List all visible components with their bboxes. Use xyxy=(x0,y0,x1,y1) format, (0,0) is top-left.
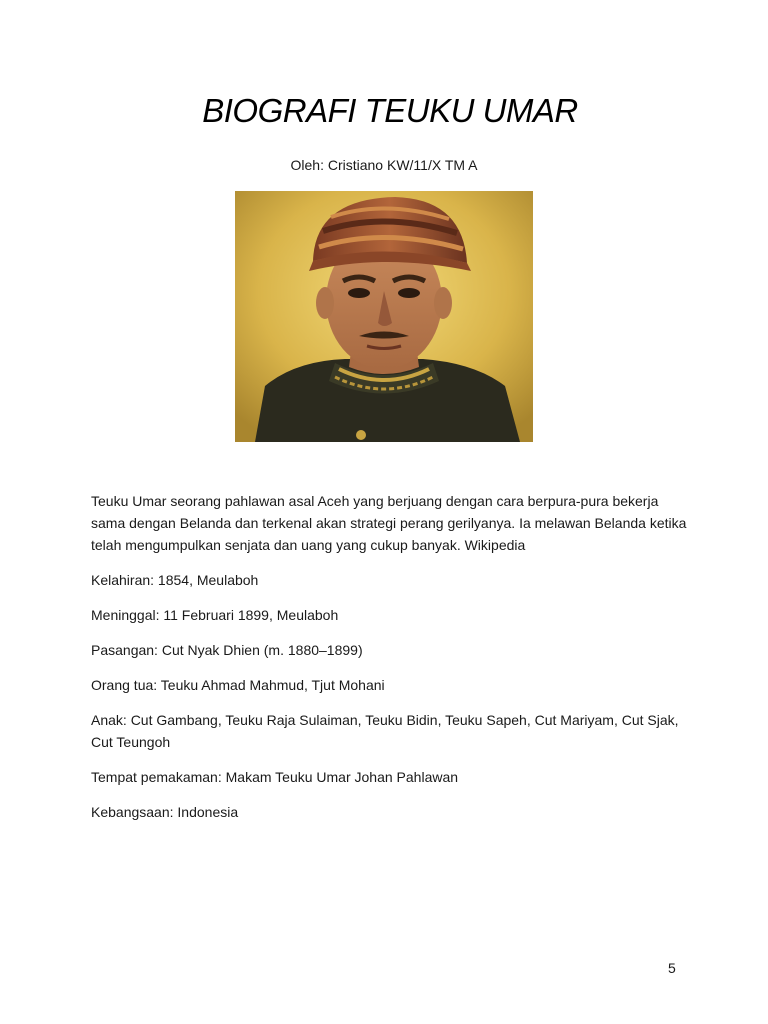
burial-info: Tempat pemakaman: Makam Teuku Umar Johan Pahlawan xyxy=(91,769,459,785)
portrait-image xyxy=(235,191,533,442)
spouse-info: Pasangan: Cut Nyak Dhien (m. 1880–1899) xyxy=(91,642,363,658)
birth-info: Kelahiran: 1854, Meulaboh xyxy=(91,572,259,588)
portrait-painting-icon xyxy=(235,191,533,442)
death-info: Meninggal: 11 Februari 1899, Meulaboh xyxy=(91,607,339,623)
intro-paragraph: Teuku Umar seorang pahlawan asal Aceh yang berjuang dengan cara berpura-pura bekerja sama dengan Belanda dan terkenal akan strategi perang gerilyanya. Ia melawan Belanda ketika telah mengumpulkan senjata dan uang yang cukup banyak. Wikipedia xyxy=(91,493,687,553)
page-title: BIOGRAFI TEUKU UMAR xyxy=(202,92,578,129)
author-line: Oleh: Cristiano KW/11/X TM A xyxy=(290,157,478,173)
parents-info: Orang tua: Teuku Ahmad Mahmud, Tjut Mohani xyxy=(91,677,385,693)
page-number: 5 xyxy=(668,960,676,976)
nationality-info: Kebangsaan: Indonesia xyxy=(91,804,239,820)
biography-body xyxy=(91,490,691,836)
children-info: Anak: Cut Gambang, Teuku Raja Sulaiman, Teuku Bidin, Teuku Sapeh, Cut Mariyam, Cut Sjak, Cut Teungoh xyxy=(91,712,679,750)
